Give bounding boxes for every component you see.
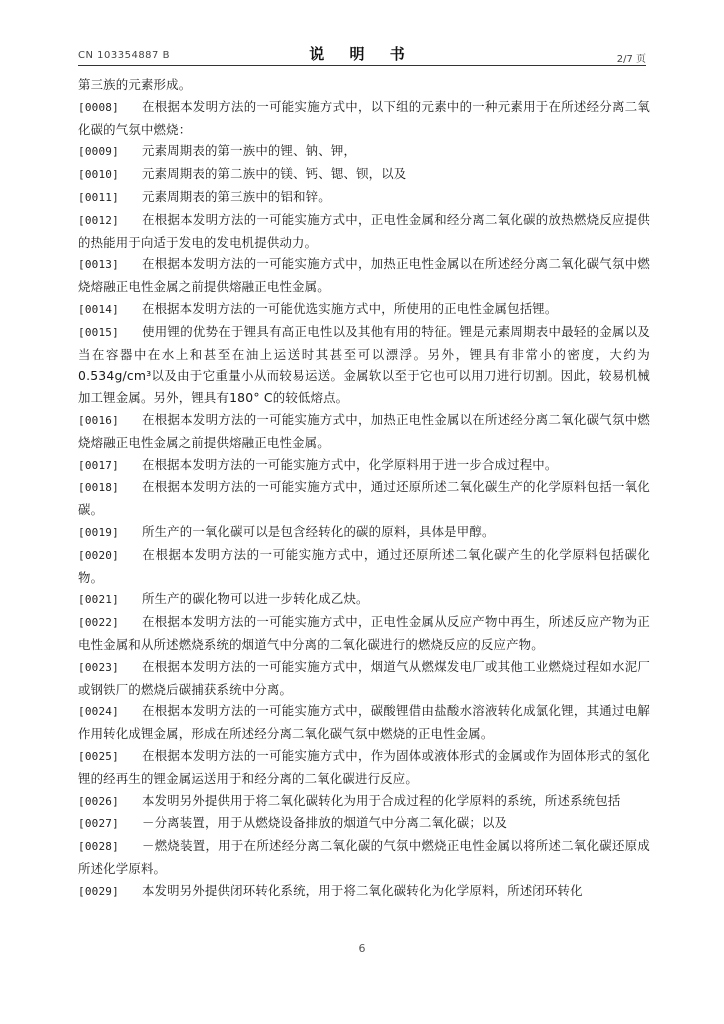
paragraph-text: 在根据本发明方法的一可能实施方式中，通过还原所述二氧化碳产生的化学原料包括碳化物。 [78, 546, 650, 585]
description-body [78, 74, 650, 902]
paragraph-text: 元素周期表的第一族中的锂、钠、钾， [142, 143, 357, 159]
paragraph-number: [0013] [78, 258, 119, 272]
document-title: 说 明 书 [309, 45, 415, 63]
paragraph [78, 656, 650, 701]
paragraph [78, 209, 650, 254]
paragraph-text: 在根据本发明方法的一可能实施方式中，烟道气从燃煤发电厂或其他工业燃烧过程如水泥厂或钢铁厂的燃烧后碳捕获系统中分离。 [78, 658, 650, 697]
paragraph-text: 在根据本发明方法的一可能实施方式中，加热正电性金属以在所述经分离二氧化碳气氛中燃烧熔融正电性金属之前提供熔融正电性金属。 [78, 411, 650, 450]
paragraph-number: [0026] [78, 794, 119, 808]
paragraph [78, 409, 650, 454]
paragraph-number: [0015] [78, 325, 119, 339]
paragraph [78, 140, 650, 163]
paragraph-number: [0011] [78, 190, 119, 204]
page-indicator: 2/7 页 [616, 54, 646, 65]
paragraph-text: －分离装置，用于从燃烧设备排放的烟道气中分离二氧化碳；以及 [142, 815, 508, 831]
paragraph-text: 本发明另外提供闭环转化系统，用于将二氧化碳转化为化学原料，所述闭环转化 [142, 882, 583, 898]
paragraph-number: [0008] [78, 100, 119, 114]
paragraph-text: 在根据本发明方法的一可能实施方式中，以下组的元素中的一种元素用于在所述经分离二氧化碳的气氛中燃烧： [78, 98, 650, 137]
paragraph-text: 在根据本发明方法的一可能实施方式中，加热正电性金属以在所述经分离二氧化碳气氛中燃烧熔融正电性金属之前提供熔融正电性金属。 [78, 256, 650, 295]
paragraph [78, 700, 650, 745]
paragraph [78, 880, 650, 903]
paragraph-text: 使用锂的优势在于锂具有高正电性以及其他有用的特征。锂是元素周期表中最轻的金属以及当在容器中在水上和甚至在油上运送时其甚至可以漂浮。另外，锂具有非常小的密度，大约为0.534g/cm³以及由于它重量小从而较易运送。金属软以至于它也可以用刀进行切割。因此，较易机械加工锂金属。另外，锂具有180° C的较低熔点。 [78, 323, 650, 406]
paragraph [78, 521, 650, 544]
paragraph-number: [0018] [78, 481, 119, 495]
paragraph [78, 790, 650, 813]
paragraph [78, 544, 650, 589]
paragraph-number: [0014] [78, 302, 119, 316]
paragraph [78, 476, 650, 521]
paragraph-text: 本发明另外提供用于将二氧化碳转化为用于合成过程的化学原料的系统，所述系统包括 [142, 792, 621, 808]
paragraph [78, 321, 650, 409]
paragraph-text: 所生产的一氧化碳可以是包含经转化的碳的原料，具体是甲醇。 [142, 523, 495, 539]
header-divider [78, 65, 646, 66]
paragraph-text: 元素周期表的第二族中的镁、钙、锶、钡，以及 [142, 166, 407, 182]
paragraph [78, 74, 650, 96]
paragraph [78, 812, 650, 835]
paragraph [78, 588, 650, 611]
paragraph-text: 在根据本发明方法的一可能实施方式中，碳酸锂借由盐酸水溶液转化成氯化锂，其通过电解作用转化成锂金属，形成在所述经分离二氧化碳气氛中燃烧的正电性金属。 [78, 703, 650, 742]
paragraph-number: [0009] [78, 145, 119, 159]
paragraph [78, 611, 650, 656]
paragraph-number: [0012] [78, 213, 119, 227]
paragraph [78, 745, 650, 790]
paragraph-text: 在根据本发明方法的一可能实施方式中，作为固体或液体形式的金属或作为固体形式的氢化锂的经再生的锂金属运送用于和经分离的二氧化碳进行反应。 [78, 747, 650, 786]
paragraph [78, 186, 650, 209]
paragraph-number: [0027] [78, 817, 119, 831]
paragraph-text: 元素周期表的第三族中的铝和锌。 [142, 188, 331, 204]
paragraph-number: [0023] [78, 660, 119, 674]
paragraph-number: [0019] [78, 525, 119, 539]
paragraph [78, 298, 650, 321]
paragraph-number: [0028] [78, 840, 119, 854]
paragraph-text: 在根据本发明方法的一可能实施方式中，化学原料用于进一步合成过程中。 [142, 456, 558, 472]
paragraph-text: 在根据本发明方法的一可能实施方式中，通过还原所述二氧化碳生产的化学原料包括一氧化碳。 [78, 479, 650, 518]
paragraph-number: [0022] [78, 616, 119, 630]
paragraph-number: [0021] [78, 593, 119, 607]
paragraph [78, 454, 650, 477]
paragraph [78, 163, 650, 186]
page-number: 6 [358, 942, 366, 955]
paragraph-number: [0029] [78, 884, 119, 898]
paragraph-number: [0024] [78, 705, 119, 719]
paragraph-number: [0020] [78, 548, 119, 562]
paragraph [78, 835, 650, 880]
patent-number: CN 103354887 B [78, 50, 170, 61]
paragraph-number: [0016] [78, 413, 119, 427]
paragraph [78, 96, 650, 141]
paragraph-text: 在根据本发明方法的一可能优选实施方式中，所使用的正电性金属包括锂。 [142, 300, 558, 316]
paragraph-text: －燃烧装置，用于在所述经分离二氧化碳的气氛中燃烧正电性金属以将所述二氧化碳还原成所述化学原料。 [78, 838, 650, 876]
paragraph-number: [0017] [78, 458, 119, 472]
paragraph-text: 第三族的元素形成。 [78, 77, 192, 92]
paragraph-text: 在根据本发明方法的一可能实施方式中，正电性金属和经分离二氧化碳的放热燃烧反应提供的热能用于向适于发电的发电机提供动力。 [78, 211, 650, 250]
paragraph-number: [0025] [78, 749, 119, 763]
paragraph-text: 在根据本发明方法的一可能实施方式中，正电性金属从反应产物中再生，所述反应产物为正电性金属和从所述燃烧系统的烟道气中分离的二氧化碳进行的燃烧反应的反应产物。 [78, 614, 650, 652]
paragraph-number: [0010] [78, 168, 119, 182]
page-header [78, 38, 646, 64]
paragraph-text: 所生产的碳化物可以进一步转化成乙炔。 [142, 591, 369, 607]
paragraph [78, 253, 650, 298]
